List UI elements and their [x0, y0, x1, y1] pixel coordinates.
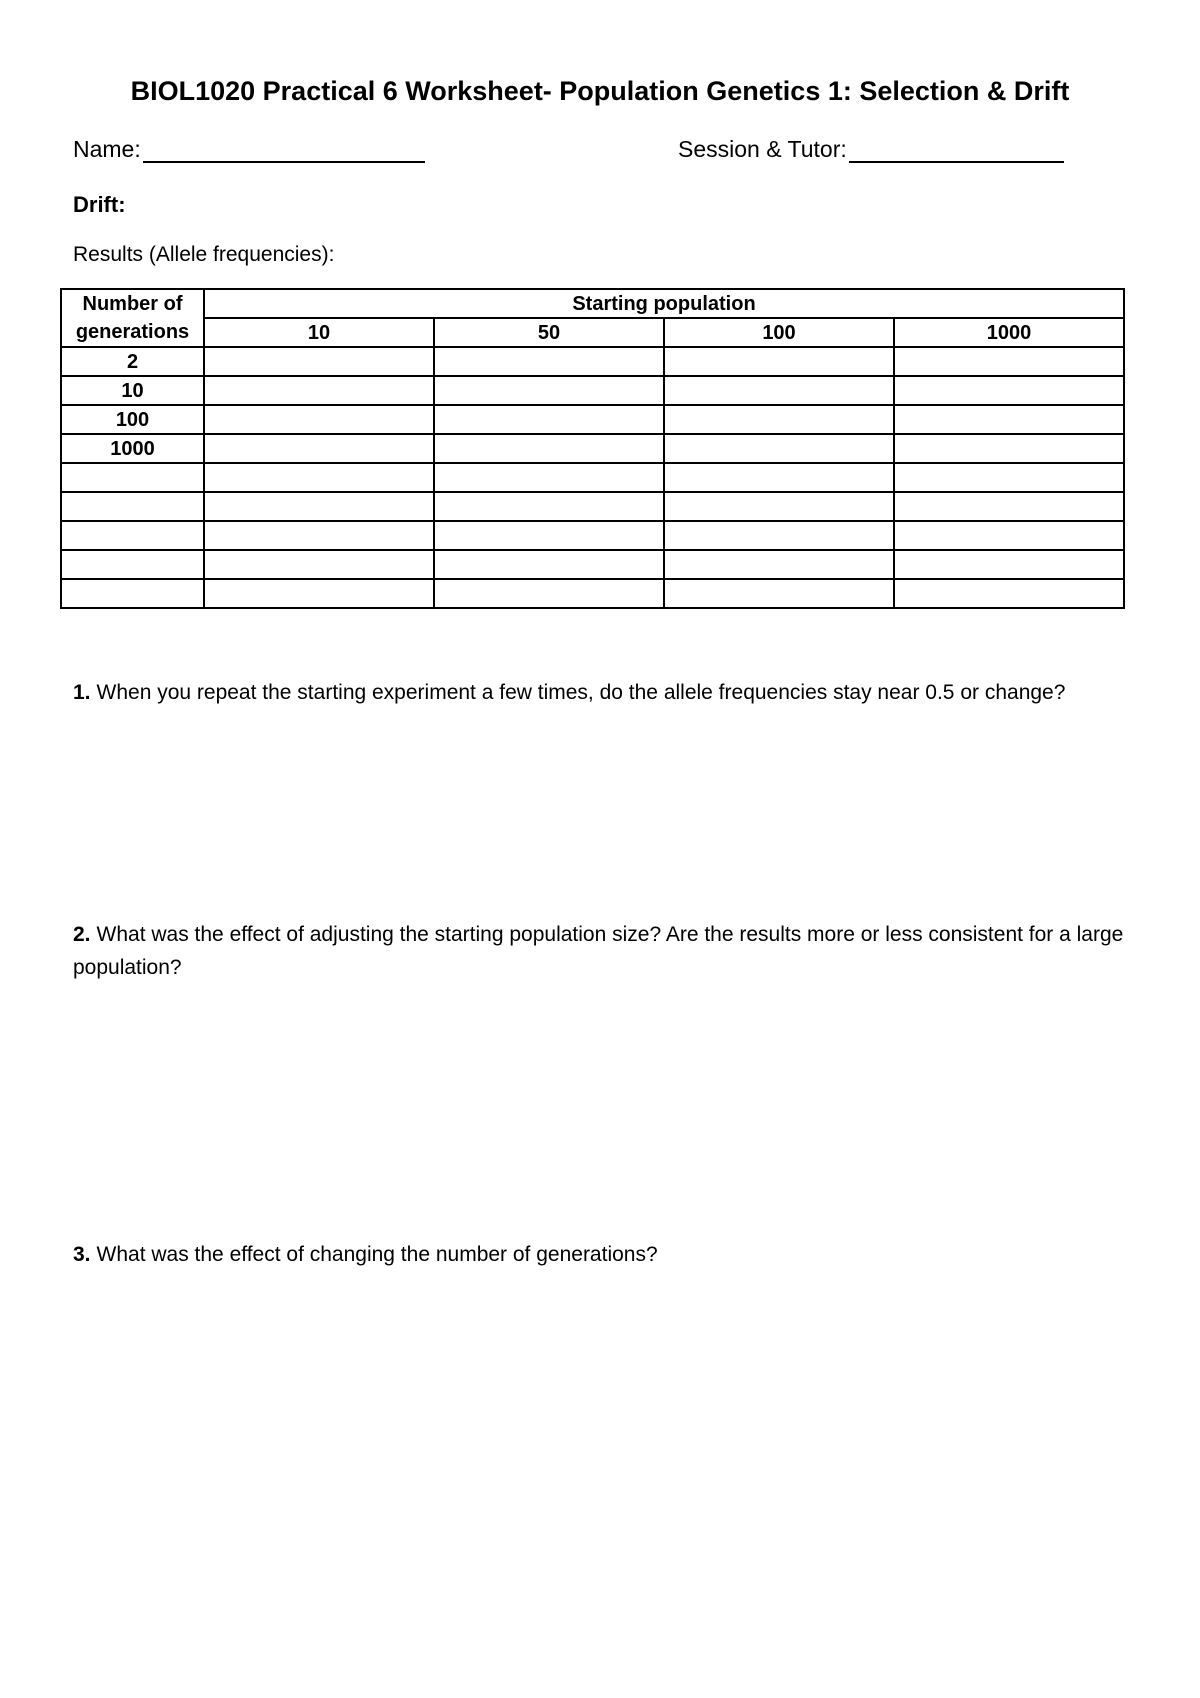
column-header: 1000 [894, 318, 1124, 347]
frequency-cell[interactable] [664, 347, 894, 376]
column-header: 10 [204, 318, 434, 347]
frequency-cell[interactable] [204, 579, 434, 608]
frequency-cell[interactable] [434, 550, 664, 579]
frequency-cell[interactable] [894, 347, 1124, 376]
frequency-cell[interactable] [434, 405, 664, 434]
frequency-cell[interactable] [894, 492, 1124, 521]
generation-cell [61, 550, 204, 579]
tutor-label: Session & Tutor: [678, 136, 847, 162]
table-row [61, 347, 1124, 376]
frequency-cell[interactable] [204, 434, 434, 463]
drift-heading: Drift: [73, 192, 126, 217]
frequency-cell[interactable] [434, 463, 664, 492]
frequency-cell[interactable] [664, 405, 894, 434]
frequency-cell[interactable] [434, 521, 664, 550]
page-title: BIOL1020 Practical 6 Worksheet- Population Genetics 1: Selection & Drift [130, 76, 1070, 106]
generation-cell: 10 [61, 376, 204, 405]
frequency-cell[interactable] [664, 376, 894, 405]
frequency-cell[interactable] [204, 463, 434, 492]
frequency-cell[interactable] [894, 376, 1124, 405]
table-header-row-1 [61, 289, 1124, 318]
question-number: 3. [73, 1243, 91, 1266]
generation-cell: 2 [61, 347, 204, 376]
frequency-cell[interactable] [664, 521, 894, 550]
frequency-cell[interactable] [204, 550, 434, 579]
generation-cell [61, 521, 204, 550]
question-text: When you repeat the starting experiment a few times, do the allele frequencies stay near 0.5 or change? [96, 681, 1066, 704]
question-3 [73, 1238, 1133, 1271]
frequency-cell[interactable] [664, 463, 894, 492]
frequency-cell[interactable] [204, 405, 434, 434]
starting-population-header: Starting population [204, 289, 1124, 318]
frequency-cell[interactable] [664, 550, 894, 579]
frequency-cell[interactable] [204, 376, 434, 405]
frequency-cell[interactable] [434, 347, 664, 376]
question-2 [73, 918, 1133, 984]
frequency-cell[interactable] [204, 521, 434, 550]
generation-cell [61, 463, 204, 492]
name-label: Name: [73, 136, 141, 162]
question-text: What was the effect of adjusting the starting population size? Are the results more or less consistent for a large population? [73, 923, 1124, 979]
generation-cell [61, 492, 204, 521]
generations-header-line1: Number of [61, 289, 204, 318]
frequency-cell[interactable] [204, 492, 434, 521]
question-text: What was the effect of changing the number of generations? [96, 1243, 658, 1266]
results-label: Results (Allele frequencies): [73, 243, 335, 266]
question-number: 2. [73, 923, 91, 946]
question-number: 1. [73, 681, 91, 704]
table-header-row-2 [61, 318, 1124, 347]
table-row [61, 579, 1124, 608]
table-row [61, 521, 1124, 550]
question-1 [73, 676, 1133, 709]
table-row [61, 376, 1124, 405]
table-row [61, 405, 1124, 434]
frequency-cell[interactable] [894, 579, 1124, 608]
frequency-cell[interactable] [894, 521, 1124, 550]
frequency-cell[interactable] [434, 376, 664, 405]
column-header: 100 [664, 318, 894, 347]
table-row [61, 434, 1124, 463]
name-blank-line[interactable] [143, 139, 425, 163]
frequency-cell[interactable] [894, 550, 1124, 579]
generations-header-line2: generations [61, 318, 204, 347]
column-header: 50 [434, 318, 664, 347]
frequency-cell[interactable] [434, 579, 664, 608]
frequency-cell[interactable] [664, 434, 894, 463]
frequency-cell[interactable] [894, 434, 1124, 463]
frequency-cell[interactable] [894, 463, 1124, 492]
frequency-cell[interactable] [204, 347, 434, 376]
name-field [73, 136, 425, 163]
table-row [61, 550, 1124, 579]
frequency-cell[interactable] [894, 405, 1124, 434]
results-table [60, 288, 1125, 609]
frequency-cell[interactable] [434, 434, 664, 463]
frequency-cell[interactable] [434, 492, 664, 521]
generation-cell: 100 [61, 405, 204, 434]
table-row [61, 492, 1124, 521]
tutor-blank-line[interactable] [849, 139, 1064, 163]
frequency-cell[interactable] [664, 492, 894, 521]
tutor-field [678, 136, 1064, 163]
generation-cell: 1000 [61, 434, 204, 463]
table-row [61, 463, 1124, 492]
frequency-cell[interactable] [664, 579, 894, 608]
generation-cell [61, 579, 204, 608]
